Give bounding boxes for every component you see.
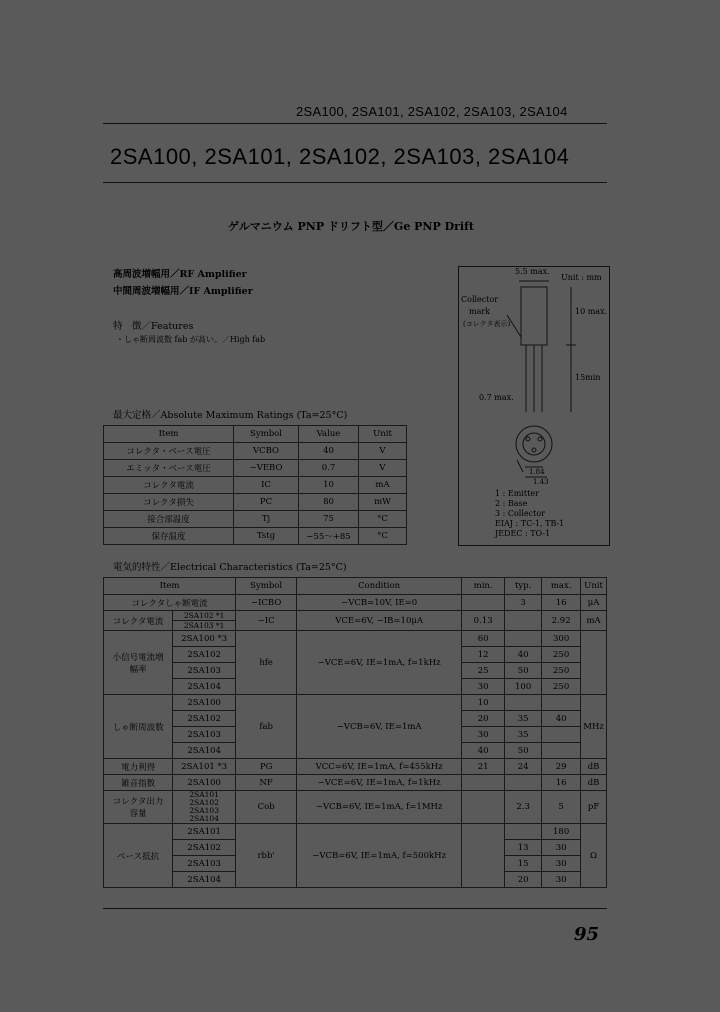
cob-type: 2SA103	[189, 806, 219, 815]
cob-type: 2SA102	[189, 798, 219, 807]
package-diagram	[458, 266, 610, 546]
cell: 25	[462, 663, 505, 679]
col-max: max.	[542, 578, 581, 595]
cell: 接合部温度	[104, 511, 234, 528]
collector-mark-label-3: (コレクタ表示)	[463, 320, 511, 328]
features-item: ・しゃ断周波数 fab が高い。／High fab	[116, 335, 266, 344]
header-rule-2	[103, 182, 607, 183]
cell: mA	[359, 477, 407, 494]
cell: 16	[542, 595, 581, 611]
cell: 16	[542, 775, 581, 791]
cell	[542, 695, 581, 711]
cell: 35	[505, 711, 542, 727]
cell	[505, 824, 542, 840]
table-row	[104, 511, 407, 528]
eiaj-label: EIAJ : TC-1, TB-1	[495, 519, 565, 528]
dim-pitch-1: 1.84	[529, 468, 545, 476]
cell: 250	[542, 663, 581, 679]
cell: 40	[542, 711, 581, 727]
table-row	[104, 460, 407, 477]
cell: PC	[234, 494, 299, 511]
table-header-row	[104, 426, 407, 443]
cell: 30	[542, 840, 581, 856]
cell: 40	[505, 647, 542, 663]
cell	[462, 791, 505, 824]
table-row	[104, 595, 607, 611]
cell: mA	[581, 611, 607, 631]
table-row	[104, 611, 607, 621]
cell: コレクタ電流	[104, 477, 234, 494]
cell: 2SA103 *1	[173, 621, 236, 631]
cell: 75	[299, 511, 359, 528]
table-header-row	[104, 578, 607, 595]
cell	[505, 695, 542, 711]
table-row	[104, 477, 407, 494]
cell	[505, 611, 542, 631]
cell: コレクタ・ベース電圧	[104, 443, 234, 460]
cob-type: 2SA101	[189, 790, 219, 799]
col-value: Value	[299, 426, 359, 443]
cell: rbb'	[236, 824, 297, 888]
page-number: 95	[574, 924, 600, 945]
cell: 15	[505, 856, 542, 872]
cell: ベース抵抗	[104, 824, 173, 888]
cell: 0.7	[299, 460, 359, 477]
abs-max-table	[103, 425, 407, 545]
electrical-characteristics-table	[103, 577, 607, 888]
cell	[173, 791, 236, 824]
cell: fab	[236, 695, 297, 759]
cell: 13	[505, 840, 542, 856]
cell: mW	[359, 494, 407, 511]
footer-rule	[103, 908, 607, 909]
header-rule	[103, 123, 607, 124]
cell	[462, 824, 505, 888]
cell: 2SA102	[173, 647, 236, 663]
abs-title: 最大定格／Absolute Maximum Ratings (Ta=25°C)	[113, 410, 348, 421]
cell: コレクタ電流	[104, 611, 173, 631]
table-row	[104, 759, 607, 775]
cell: Ω	[581, 824, 607, 888]
cell: PG	[236, 759, 297, 775]
cell: Tj	[234, 511, 299, 528]
cell: 250	[542, 679, 581, 695]
cell: hfe	[236, 631, 297, 695]
pin-2: 2 : Base	[495, 499, 528, 508]
features-title: 特 徴／Features	[113, 321, 194, 332]
cell: 35	[505, 727, 542, 743]
cell: −VCB=6V, IE=1mA	[297, 695, 462, 759]
table-row	[104, 775, 607, 791]
cell: 3	[505, 595, 542, 611]
cell: 12	[462, 647, 505, 663]
table-row	[104, 528, 407, 545]
cell	[104, 791, 173, 824]
cell: エミッタ・ベース電圧	[104, 460, 234, 477]
cell: しゃ断周波数	[104, 695, 173, 759]
cell: 24	[505, 759, 542, 775]
cell: 20	[505, 872, 542, 888]
col-symbol: Symbol	[236, 578, 297, 595]
cell: NF	[236, 775, 297, 791]
application-rf: 高周波増幅用／RF Amplifier	[113, 269, 247, 280]
cell: 2SA103	[173, 856, 236, 872]
table-row	[104, 494, 407, 511]
cell: 50	[505, 663, 542, 679]
cell: 0.13	[462, 611, 505, 631]
col-item: Item	[104, 578, 236, 595]
cell: 40	[299, 443, 359, 460]
cell: 250	[542, 647, 581, 663]
header-big: 2SA100, 2SA101, 2SA102, 2SA103, 2SA104	[110, 144, 570, 169]
application-if: 中間周波増幅用／IF Amplifier	[113, 286, 253, 297]
cell: 2.3	[505, 791, 542, 824]
cell: 雑音指数	[104, 775, 173, 791]
col-min: min.	[462, 578, 505, 595]
cell: 300	[542, 631, 581, 647]
cell: 30	[462, 727, 505, 743]
col-unit: Unit	[359, 426, 407, 443]
cell: VCE=6V, −IB=10μA	[297, 611, 462, 631]
cell: −VEBO	[234, 460, 299, 477]
col-unit: Unit	[581, 578, 607, 595]
dim-body: 10 max.	[575, 307, 608, 316]
cell: IC	[234, 477, 299, 494]
collector-mark-label-2: mark	[469, 307, 491, 316]
dim-lead-diameter: 0.7 max.	[479, 393, 514, 402]
col-item: Item	[104, 426, 234, 443]
pin-3: 3 : Collector	[495, 509, 545, 518]
header-small: 2SA100, 2SA101, 2SA102, 2SA103, 2SA104	[296, 104, 568, 119]
cell: Cob	[236, 791, 297, 824]
table-row	[104, 631, 607, 647]
cell: VCC=6V, IE=1mA, f=455kHz	[297, 759, 462, 775]
cell: 180	[542, 824, 581, 840]
table-row	[104, 824, 607, 840]
cell: 2SA101	[173, 824, 236, 840]
cell: 2SA104	[173, 872, 236, 888]
cell: コレクタしゃ断電流	[104, 595, 236, 611]
table-row	[104, 443, 407, 460]
cell: 10	[462, 695, 505, 711]
hfe-item-line-1: 小信号電流増	[112, 652, 164, 663]
cell: −ICBO	[236, 595, 297, 611]
dim-top: 5.5 max.	[515, 267, 550, 276]
cell: 2SA102 *1	[173, 611, 236, 621]
cell	[462, 775, 505, 791]
cell	[505, 775, 542, 791]
cell: 20	[462, 711, 505, 727]
collector-mark-label: Collector	[461, 295, 499, 304]
cob-item-line-1: コレクタ出力	[112, 797, 164, 807]
ec-title: 電気的特性／Electrical Characteristics (Ta=25°C)	[113, 562, 347, 573]
cell: 29	[542, 759, 581, 775]
pin-1: 1 : Emitter	[495, 489, 539, 498]
jedec-label: JEDEC : TO-1	[495, 529, 551, 538]
cell: 2SA101 *3	[173, 759, 236, 775]
cell: 2SA100	[173, 695, 236, 711]
cell: 2SA100 *3	[173, 631, 236, 647]
col-typ: typ.	[505, 578, 542, 595]
cob-item-line-2: 容量	[129, 809, 147, 819]
cell: −IC	[236, 611, 297, 631]
cell: −55〜+85	[299, 528, 359, 545]
cell	[542, 743, 581, 759]
cell: 10	[299, 477, 359, 494]
cell: −VCE=6V, IE=1mA, f=1kHz	[297, 631, 462, 695]
cell: 2.92	[542, 611, 581, 631]
cell: 保存温度	[104, 528, 234, 545]
cell: −VCB=6V, IE=1mA, f=500kHz	[297, 824, 462, 888]
table-row	[104, 695, 607, 711]
cell: 5	[542, 791, 581, 824]
cell: dB	[581, 775, 607, 791]
cob-type: 2SA104	[189, 814, 219, 823]
cell: 2SA104	[173, 679, 236, 695]
cell: 2SA103	[173, 727, 236, 743]
cell: 60	[462, 631, 505, 647]
cell: 80	[299, 494, 359, 511]
cell: 21	[462, 759, 505, 775]
cell: 100	[505, 679, 542, 695]
cell: −VCE=6V, IE=1mA, f=1kHz	[297, 775, 462, 791]
cell	[462, 595, 505, 611]
cell	[581, 631, 607, 695]
cell: 2SA104	[173, 743, 236, 759]
dim-leads: 15min	[575, 373, 601, 382]
subtitle: ゲルマニウム PNP ドリフト型／Ge PNP Drift	[228, 220, 474, 233]
cell	[542, 727, 581, 743]
cell: μA	[581, 595, 607, 611]
cell: 30	[542, 856, 581, 872]
cell: V	[359, 443, 407, 460]
dim-pitch-2: 1.43	[533, 478, 549, 486]
cell: 2SA102	[173, 711, 236, 727]
cell: 2SA100	[173, 775, 236, 791]
cell: 30	[542, 872, 581, 888]
unit-label: Unit : mm	[561, 273, 602, 282]
table-row	[104, 791, 607, 824]
cell: 電力利得	[104, 759, 173, 775]
cell: 40	[462, 743, 505, 759]
cell: −VCB=6V, IE=1mA, f=1MHz	[297, 791, 462, 824]
cell: −VCB=10V, IE=0	[297, 595, 462, 611]
cell: コレクタ損失	[104, 494, 234, 511]
cell: Tstg	[234, 528, 299, 545]
cell: 30	[462, 679, 505, 695]
cell: pF	[581, 791, 607, 824]
cell	[104, 631, 173, 695]
col-symbol: Symbol	[234, 426, 299, 443]
cell: dB	[581, 759, 607, 775]
cell: 2SA102	[173, 840, 236, 856]
hfe-item-line-2: 幅率	[129, 664, 147, 675]
cell: 2SA103	[173, 663, 236, 679]
cell: V	[359, 460, 407, 477]
cell: MHz	[581, 695, 607, 759]
cell: °C	[359, 511, 407, 528]
col-condition: Condition	[297, 578, 462, 595]
cell: VCBO	[234, 443, 299, 460]
cell	[505, 631, 542, 647]
cell: 50	[505, 743, 542, 759]
cell: °C	[359, 528, 407, 545]
